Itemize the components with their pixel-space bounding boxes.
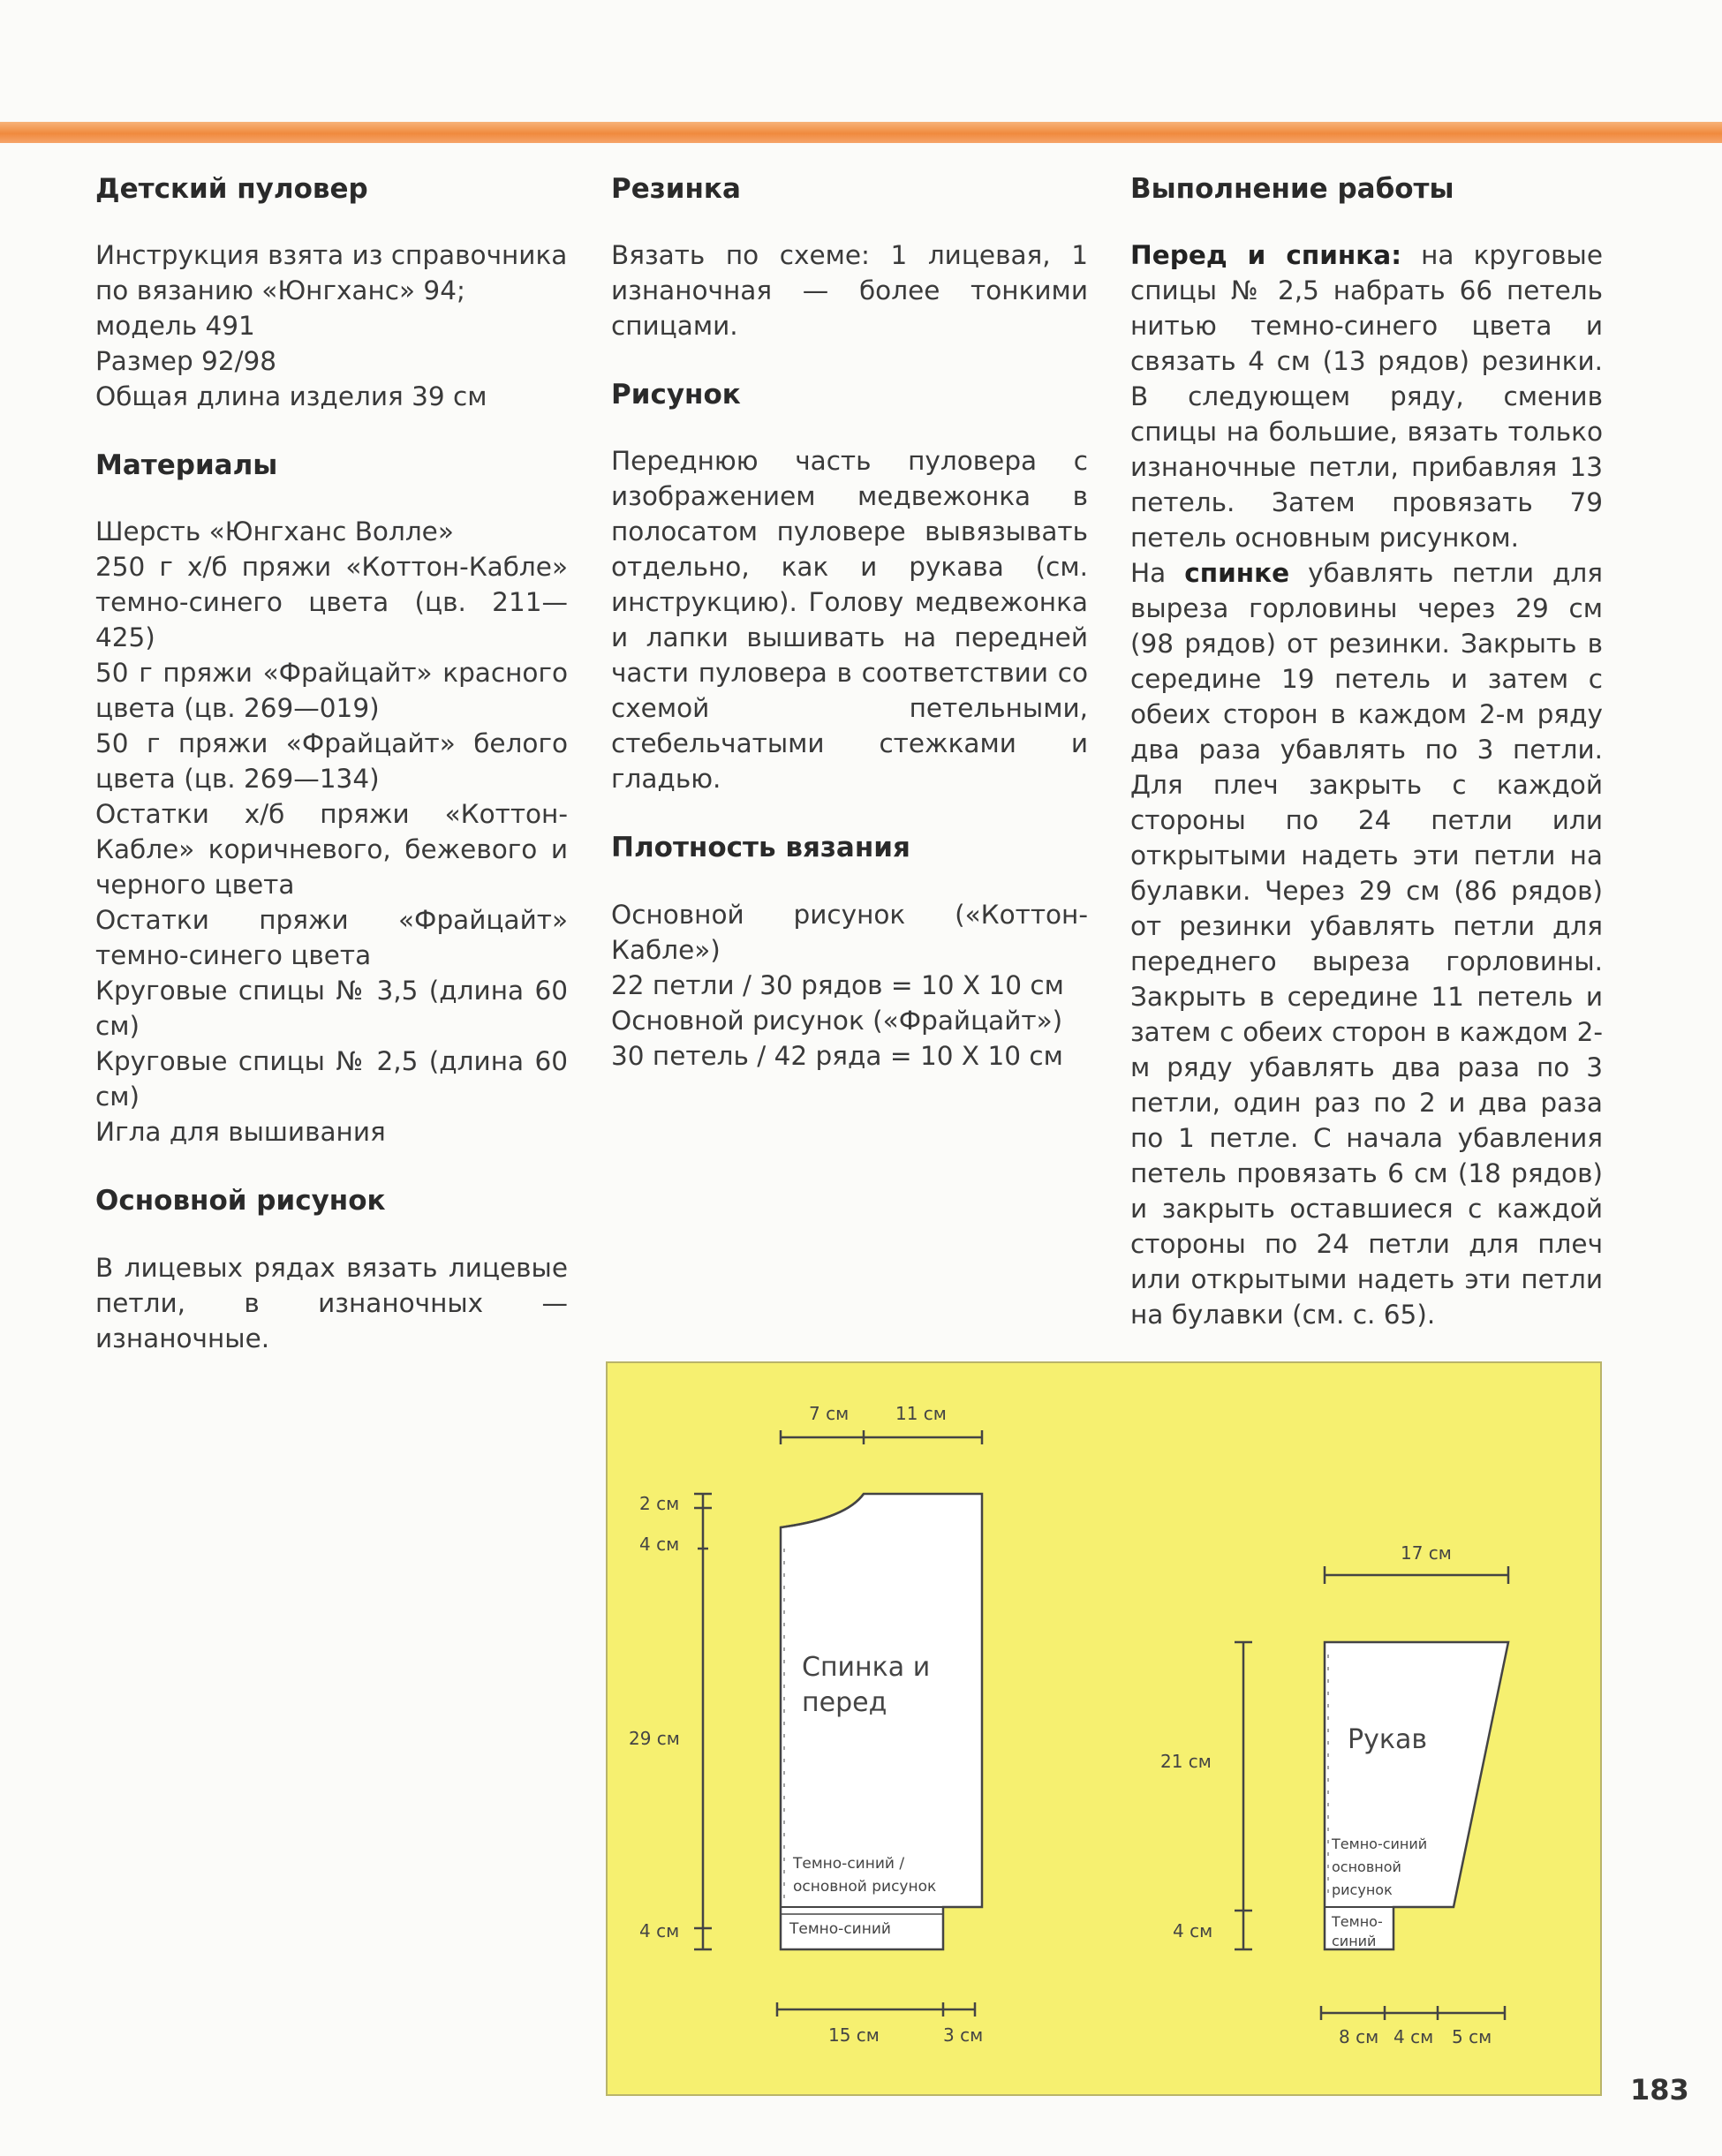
gauge-line: 30 петель / 42 ряда = 10 X 10 см	[611, 1040, 1063, 1071]
gauge-heading: Плотность вязания	[611, 832, 910, 864]
sleeve-note-3: рисунок	[1332, 1881, 1393, 1898]
basic-pattern-text: В лицевых рядах вязать лицевые петли, в изнаночных — изнаночные.	[95, 1252, 568, 1353]
basic-pattern-heading: Основной рисунок	[95, 1185, 386, 1217]
materials-item: Игла для вышивания	[95, 1117, 386, 1148]
materials-list	[95, 514, 568, 1150]
body-left-dim-3: 29 см	[629, 1728, 680, 1749]
rib-heading: Резинка	[611, 173, 741, 205]
intro-line: Инструкция взята из справочника	[95, 240, 568, 271]
body-top-dim-1: 7 см	[809, 1403, 850, 1424]
rib-text: Вязать по схеме: 1 лицевая, 1 изнаночная — более тонкими спицами.	[611, 240, 1088, 342]
sleeve-rib-label-1: Темно-	[1332, 1913, 1383, 1930]
body-top-dim-2: 11 см	[895, 1403, 947, 1424]
body-bottom-dim-2: 3 см	[943, 2024, 984, 2046]
materials-item: Остатки х/б пряжи «Коттон-Кабле» коричневого, бежевого и черного цвета	[95, 799, 568, 901]
materials-item: Круговые спицы № 2,5 (длина 60 см)	[95, 1046, 568, 1112]
pattern-diagram-svg	[608, 1363, 1600, 2094]
body-rib-label: Темно-синий	[789, 1920, 891, 1938]
body-left-dim-4: 4 см	[639, 1920, 680, 1941]
pattern-heading: Рисунок	[611, 379, 741, 411]
body-note-1: Темно-синий /	[793, 1855, 905, 1873]
sleeve-note-2: основной	[1332, 1858, 1401, 1875]
materials-item: Шерсть «Юнгханс Волле»	[95, 516, 454, 547]
body-bottom-dim-1: 15 см	[828, 2024, 880, 2046]
page-number: 183	[1630, 2073, 1689, 2107]
sleeve-bottom-dim-3: 5 см	[1452, 2026, 1492, 2047]
body-label-1: Спинка и	[802, 1652, 931, 1683]
sleeve-bottom-dim-2: 4 см	[1393, 2026, 1434, 2047]
column-middle	[611, 173, 1088, 1109]
body-left-dim-1: 2 см	[639, 1493, 680, 1514]
intro-line: по вязанию «Юнгханс» 94;	[95, 275, 465, 306]
materials-item: 50 г пряжи «Фрайцайт» белого цвета (цв. 269—134)	[95, 728, 568, 795]
header-accent-bar	[0, 122, 1722, 143]
column-right	[1130, 173, 1603, 1332]
sleeve-bottom-dim-1: 8 см	[1339, 2026, 1379, 2047]
sleeve-left-dim-1: 21 см	[1160, 1751, 1212, 1772]
back-label: спинке	[1184, 558, 1290, 589]
article-title: Детский пуловер	[95, 173, 368, 205]
body-label-2: перед	[802, 1687, 887, 1718]
body-note-2: основной рисунок	[793, 1878, 937, 1896]
work-paragraph-back: На спинке убавлять петли для выреза горловины через 29 см (98 рядов) от резинки. Закрыть в середине 19 петель и затем с обеих сторон в каждом 2-м ряду два раза убавлять по 3 петли. Для плеч закрыть с каждой стороны по 24 петли или открытыми надеть эти петли на булавки. Через 29 см (86 рядов) от резинки убавлять петли для переднего выреза горловины. Закрыть в середине 11 петель и затем с обеих сторон в каждом 2-м ряду убавлять два раза по 3 петли, один раз по 2 и два раза по 1 петле. С начала убавления петель провязать 6 см (18 рядов) и закрыть оставшиеся с каждой стороны по 24 петли для плеч или открытыми надеть эти петли на булавки (см. с. 65).	[1130, 558, 1603, 1331]
intro-line: Общая длина изделия 39 см	[95, 381, 487, 412]
gauge-list	[611, 897, 1088, 1074]
materials-item: 50 г пряжи «Фрайцайт» красного цвета (цв. 269—019)	[95, 658, 568, 724]
sleeve-rib-label-2: синий	[1332, 1933, 1377, 1949]
body-left-dim-2: 4 см	[639, 1534, 680, 1555]
sleeve-top-dim: 17 см	[1401, 1542, 1452, 1564]
gauge-line: Основной рисунок («Коттон-Кабле»)	[611, 899, 1088, 965]
materials-item: Остатки пряжи «Фрайцайт» темно-синего цвета	[95, 905, 568, 971]
front-back-label: Перед и спинка:	[1130, 240, 1401, 271]
work-heading: Выполнение работы	[1130, 173, 1454, 205]
sleeve-left-dim-2: 4 см	[1173, 1920, 1213, 1941]
intro-block	[95, 237, 568, 414]
intro-line: Размер 92/98	[95, 346, 277, 377]
pattern-text: Переднюю часть пуловера с изображением медвежонка в полосатом пуловере вывязывать отдельно, как и рукава (см. инструкцию). Голову медвежонка и лапки вышивать на передней части пуловера в соответствии со схемой петельными, стебельчатыми стежками и гладью.	[611, 446, 1088, 795]
materials-heading: Материалы	[95, 449, 278, 482]
sleeve-note-1: Темно-синий	[1332, 1836, 1428, 1852]
column-left	[95, 173, 568, 1356]
gauge-line: Основной рисунок («Фрайцайт»)	[611, 1005, 1063, 1036]
sleeve-label: Рукав	[1348, 1724, 1428, 1755]
gauge-line: 22 петли / 30 рядов = 10 X 10 см	[611, 969, 1064, 1000]
intro-line: модель 491	[95, 311, 255, 342]
work-paragraph-front-back: Перед и спинка: на круговые спицы № 2,5 набрать 66 петель нитью темно-синего цвета и связать 4 см (13 рядов) резинки. В следующем ряду, сменив спицы на большие, вязать только изнаночные петли, прибавляя 13 петель. Затем провязать 79 петель основным рисунком.	[1130, 240, 1603, 554]
materials-item: 250 г х/б пряжи «Коттон-Кабле» темно-синего цвета (цв. 211—425)	[95, 552, 568, 653]
materials-item: Круговые спицы № 3,5 (длина 60 см)	[95, 976, 568, 1042]
pattern-diagram	[606, 1361, 1602, 2096]
